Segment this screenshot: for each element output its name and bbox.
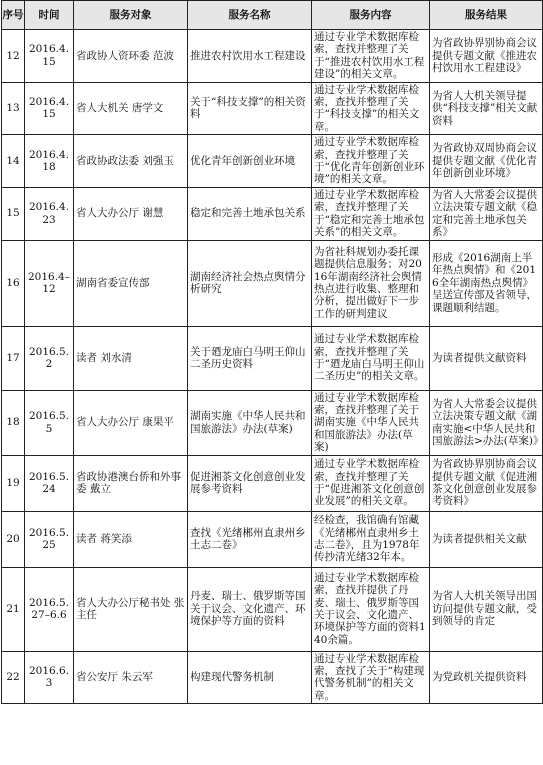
row-target: 读者 刘水清 xyxy=(74,326,188,390)
row-content: 通过专业学术数据库检索，查找并整理了关于“推进农村饮用水工程建设”的相关文章。 xyxy=(312,30,430,83)
table-row xyxy=(2,326,543,390)
row-content: 通过专业学术数据库检索，查找并整理了关于“廼龙庙白马明王仰山二圣历史”的相关文章。 xyxy=(312,326,430,390)
row-result: 为省人大常委会议提供立法决策专题文献《稳定和完善土地承包关系》 xyxy=(430,187,543,240)
header-content: 服务内容 xyxy=(312,1,430,30)
row-name: 稳定和完善土地承包关系 xyxy=(188,187,312,240)
row-no: 13 xyxy=(2,82,25,135)
row-content: 通过专业学术数据库检索，查找并整理了关于湖南实施《中华人民共和国旅游法》办法(草案) xyxy=(312,390,430,455)
row-result: 为省人大机关领导出国访问提供专题文献，受到领导的肯定 xyxy=(430,567,543,651)
row-target: 湖南省委宣传部 xyxy=(74,240,188,326)
row-result: 为省政协双周协商会议提供专题文献《优化青年创新创业环境》 xyxy=(430,135,543,188)
row-target: 省政协政法委 刘强玉 xyxy=(74,135,188,188)
row-content: 通过专业学术数据库检索，查找并整理了关于“稳定和完善土地承包关系”的相关文章。 xyxy=(312,187,430,240)
row-target: 省人大办公厅 康果平 xyxy=(74,390,188,455)
header-time: 时间 xyxy=(25,1,74,30)
row-name: 丹麦、瑞士、俄罗斯等国关于议会、文化遗产、环境保护等方面的资料 xyxy=(188,567,312,651)
table-row xyxy=(2,135,543,188)
table-row xyxy=(2,240,543,326)
row-content: 通过专业学术数据库检索，查找并整理了关于“促进湘茶文化创意创业发展”的相关文章。 xyxy=(312,455,430,511)
row-target: 省人大办公厅秘书处 张主任 xyxy=(74,567,188,651)
row-name: 推进农村饮用水工程建设 xyxy=(188,30,312,83)
row-content: 通过专业学术数据库检索，查找并提供了丹麦、瑞士、俄罗斯等国关于议会、文化遗产、环境保护等方面的资料140余篇。 xyxy=(312,567,430,651)
row-content: 为省社科规划办委托课题提供信息服务；对2016年湖南经济社会舆情热点进行收集、整理和分析，提出做好下一步工作的研判建议 xyxy=(312,240,430,326)
row-target: 省人大办公厅 谢慧 xyxy=(74,187,188,240)
row-target: 省政协港澳台侨和外事委 戴立 xyxy=(74,455,188,511)
table-row xyxy=(2,567,543,651)
row-date: 2016.5.5 xyxy=(25,390,74,455)
row-no: 20 xyxy=(2,511,25,567)
header-target: 服务对象 xyxy=(74,1,188,30)
row-name: 关于廼龙庙白马明王仰山二圣历史资料 xyxy=(188,326,312,390)
row-name: 湖南经济社会热点舆情分析研究 xyxy=(188,240,312,326)
table-row xyxy=(2,455,543,511)
row-result: 为省人大机关领导提供“科技支撑”相关文献资料 xyxy=(430,82,543,135)
row-date: 2016.5.27–6.6 xyxy=(25,567,74,651)
row-result: 为省人大常委会议提供立法决策专题文献《湖南实施<中华人民共和国旅游法>办法(草案)》 xyxy=(430,390,543,455)
table-row xyxy=(2,651,543,704)
row-name: 构建现代警务机制 xyxy=(188,651,312,704)
row-date: 2016.5.2 xyxy=(25,326,74,390)
table-row xyxy=(2,82,543,135)
service-table xyxy=(1,0,543,704)
header-result: 服务结果 xyxy=(430,1,543,30)
row-date: 2016.4.15 xyxy=(25,30,74,83)
row-name: 关于“科技支撑”的相关资料 xyxy=(188,82,312,135)
row-date: 2016.5.25 xyxy=(25,511,74,567)
row-target: 读者 蒋笑添 xyxy=(74,511,188,567)
row-no: 14 xyxy=(2,135,25,188)
row-no: 17 xyxy=(2,326,25,390)
row-content: 经检查，我馆确有馆藏《光绪郴州直隶州乡土志二卷》，且为1978年传抄清光绪32年本。 xyxy=(312,511,430,567)
table-row xyxy=(2,390,543,455)
row-result: 为省政协界别协商会议提供专题文献《促进湘茶文化创意创业发展参考资料》 xyxy=(430,455,543,511)
row-result: 为省政协界别协商会议提供专题文献《推进农村饮用水工程建设》 xyxy=(430,30,543,83)
row-date: 2016.4.18 xyxy=(25,135,74,188)
row-name: 查找《光绪郴州直隶州乡土志二卷》 xyxy=(188,511,312,567)
row-content: 通过专业学术数据库检索，查找并整理了关于“优化青年创新创业环境”的相关文章。 xyxy=(312,135,430,188)
row-result: 为读者提供相关文献 xyxy=(430,511,543,567)
table-row xyxy=(2,30,543,83)
row-target: 省政协人资环委 范波 xyxy=(74,30,188,83)
row-no: 12 xyxy=(2,30,25,83)
row-content: 通过专业学术数据库检索，查找了关于“构建现代警务机制”的相关文章。 xyxy=(312,651,430,704)
row-date: 2016.4.15 xyxy=(25,82,74,135)
row-date: 2016.5.24 xyxy=(25,455,74,511)
row-content: 通过专业学术数据库检索，查找并整理了关于“科技支撑”的相关文章。 xyxy=(312,82,430,135)
row-target: 省公安厅 朱云军 xyxy=(74,651,188,704)
row-date: 2016.4.23 xyxy=(25,187,74,240)
row-no: 15 xyxy=(2,187,25,240)
row-target: 省人大机关 唐学文 xyxy=(74,82,188,135)
row-name: 湖南实施《中华人民共和国旅游法》办法(草案) xyxy=(188,390,312,455)
row-no: 19 xyxy=(2,455,25,511)
row-name: 促进湘茶文化创意创业发展参考资料 xyxy=(188,455,312,511)
row-result: 为党政机关提供资料 xyxy=(430,651,543,704)
row-no: 18 xyxy=(2,390,25,455)
table-row xyxy=(2,511,543,567)
row-name: 优化青年创新创业环境 xyxy=(188,135,312,188)
row-result: 为读者提供文献资料 xyxy=(430,326,543,390)
row-no: 22 xyxy=(2,651,25,704)
header-no: 序号 xyxy=(2,1,25,30)
row-result: 形成《2016湖南上半年热点舆情》和《2016全年湖南热点舆情》呈送宣传部及省领导，课题顺利结题。 xyxy=(430,240,543,326)
row-no: 16 xyxy=(2,240,25,326)
row-no: 21 xyxy=(2,567,25,651)
row-date: 2016.4–12 xyxy=(25,240,74,326)
header-row xyxy=(2,1,543,30)
row-date: 2016.6.3 xyxy=(25,651,74,704)
header-name: 服务名称 xyxy=(188,1,312,30)
table-row xyxy=(2,187,543,240)
